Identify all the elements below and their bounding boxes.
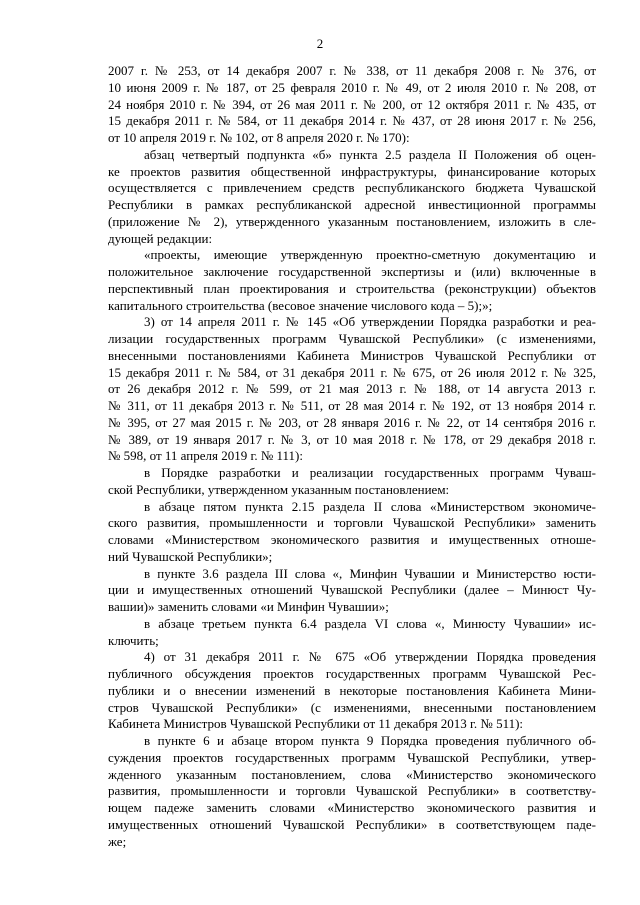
text-line: (приложение № 2), утвержденного указанным постановлением, изложить в сле- bbox=[108, 213, 596, 229]
text-line: № 598, от 11 апреля 2019 г. № 111): bbox=[108, 448, 303, 464]
text-line: от 10 апреля 2019 г. № 102, от 8 апреля 2020 г. № 170): bbox=[108, 130, 410, 145]
text-line: 15 декабря 2011 г. № 584, от 11 декабря 2014 г. № 437, от 28 июня 2017 г. № 256, bbox=[108, 113, 596, 129]
text-line: 24 ноября 2010 г. № 394, от 26 мая 2011 г. № 200, от 12 октября 2011 г. № 435, от bbox=[108, 96, 596, 112]
text-line: от 26 декабря 2012 г. № 599, от 21 мая 2013 г. № 188, от 14 августа 2013 г. bbox=[108, 381, 596, 397]
text-line: № 395, от 27 мая 2015 г. № 203, от 28 января 2016 г. № 22, от 14 сентября 2016 г. bbox=[108, 414, 596, 430]
text-line: Республики в рамках республиканской адресной инвестиционной программы bbox=[108, 197, 596, 212]
text-line: в Порядке разработки и реализации государственных программ Чуваш- bbox=[144, 465, 596, 480]
text-line: осуществляется с привлечением средств республиканского бюджета Чувашской bbox=[108, 180, 596, 196]
text-line: перспективный план проектирования и строительства (реконструкции) объектов bbox=[108, 280, 596, 296]
text-line: же; bbox=[108, 833, 127, 849]
text-line: положительное заключение государственной экспертизы и (или) включенные в bbox=[108, 264, 596, 279]
text-line: абзац четвертый подпункта «б» пункта 2.5 раздела II Положения об оцен- bbox=[144, 146, 596, 162]
text-line: «проекты, имеющие утвержденную проектно-сметную документацию и bbox=[144, 247, 596, 263]
text-line: № 389, от 19 января 2017 г. № 3, от 10 мая 2018 г. № 178, от 29 декабря 2018 г. bbox=[108, 431, 596, 447]
text-line: в абзаце пятом пункта 2.15 раздела II слова «Министерством экономиче- bbox=[144, 498, 596, 514]
text-line: в пункте 6 и абзаце втором пункта 9 Порядка проведения публичного об- bbox=[144, 733, 596, 748]
text-line: жденного указанным постановлением, слова «Министерство экономического bbox=[108, 766, 596, 782]
text-line: ний Чувашской Республики»; bbox=[108, 548, 273, 564]
text-line: ке проектов развития общественной инфраструктуры, финансирование которых bbox=[108, 163, 596, 179]
text-line: 4) от 31 декабря 2011 г. № 675 «Об утверждении Порядка проведения bbox=[144, 649, 596, 665]
text-line: ции и имущественных отношений Чувашской Республики (далее – Минюст Чу- bbox=[108, 582, 596, 598]
text-line: Кабинета Министров Чувашской Республики от 11 декабря 2013 г. № 511): bbox=[108, 716, 524, 732]
text-line: ского развития, промышленности и торговли Чувашской Республики» заменить bbox=[108, 515, 596, 531]
text-line: дующей редакции: bbox=[108, 230, 213, 246]
text-line: имущественных отношений Чувашской Республики» в соответствующем паде- bbox=[108, 816, 596, 832]
text-line: внесенными постановлениями Кабинета Министров Чувашской Республики от bbox=[108, 347, 596, 363]
text-line: суждения проектов государственных программ Чувашской Республики, утвер- bbox=[108, 749, 596, 765]
page-number: 2 bbox=[316, 36, 324, 51]
text-line: 15 декабря 2011 г. № 584, от 31 декабря 2011 г. № 675, от 26 июля 2012 г. № 325, bbox=[108, 364, 596, 380]
text-line: словами «Министерством экономического развития и имущественных отноше- bbox=[108, 532, 596, 547]
text-line: в пункте 3.6 раздела III слова «, Минфин Чувашии и Министерство юсти- bbox=[144, 565, 596, 581]
text-line: 2007 г. № 253, от 14 декабря 2007 г. № 338, от 11 декабря 2008 г. № 376, от bbox=[108, 63, 596, 78]
text-line: № 311, от 11 декабря 2013 г. № 511, от 28 мая 2014 г. № 192, от 13 ноября 2014 г. bbox=[108, 398, 596, 413]
text-line: стров Чувашской Республики» (с изменениями, внесенными постановлением bbox=[108, 699, 596, 715]
document-body bbox=[108, 63, 596, 850]
text-line: публичного обсуждения проектов государственных программ Чувашской Рес- bbox=[108, 666, 596, 681]
text-line: лизации государственных программ Чувашской Республики» (с изменениями, bbox=[108, 331, 596, 346]
text-line: капитального строительства (весовое значение числового кода – 5);»; bbox=[108, 297, 493, 313]
text-line: развития, промышленности и торговли Чувашской Республики» в соответству- bbox=[108, 783, 596, 799]
text-line: 3) от 14 апреля 2011 г. № 145 «Об утверждении Порядка разработки и реа- bbox=[144, 314, 596, 330]
text-line: вашии)» заменить словами «и Минфин Чувашии»; bbox=[108, 599, 389, 614]
text-line: в абзаце третьем пункта 6.4 раздела VI слова «, Минюсту Чувашии» ис- bbox=[144, 615, 596, 631]
text-line: 10 июня 2009 г. № 187, от 25 февраля 2010 г. № 49, от 2 июля 2010 г. № 208, от bbox=[108, 79, 596, 95]
text-line: ской Республики, утвержденном указанным постановлением: bbox=[108, 481, 450, 497]
text-line: ключить; bbox=[108, 632, 159, 648]
text-line: публики и о внесении изменений в некоторые постановления Кабинета Мини- bbox=[108, 682, 596, 698]
text-line: ющем падеже заменить словами «Министерство экономического развития и bbox=[108, 800, 596, 815]
